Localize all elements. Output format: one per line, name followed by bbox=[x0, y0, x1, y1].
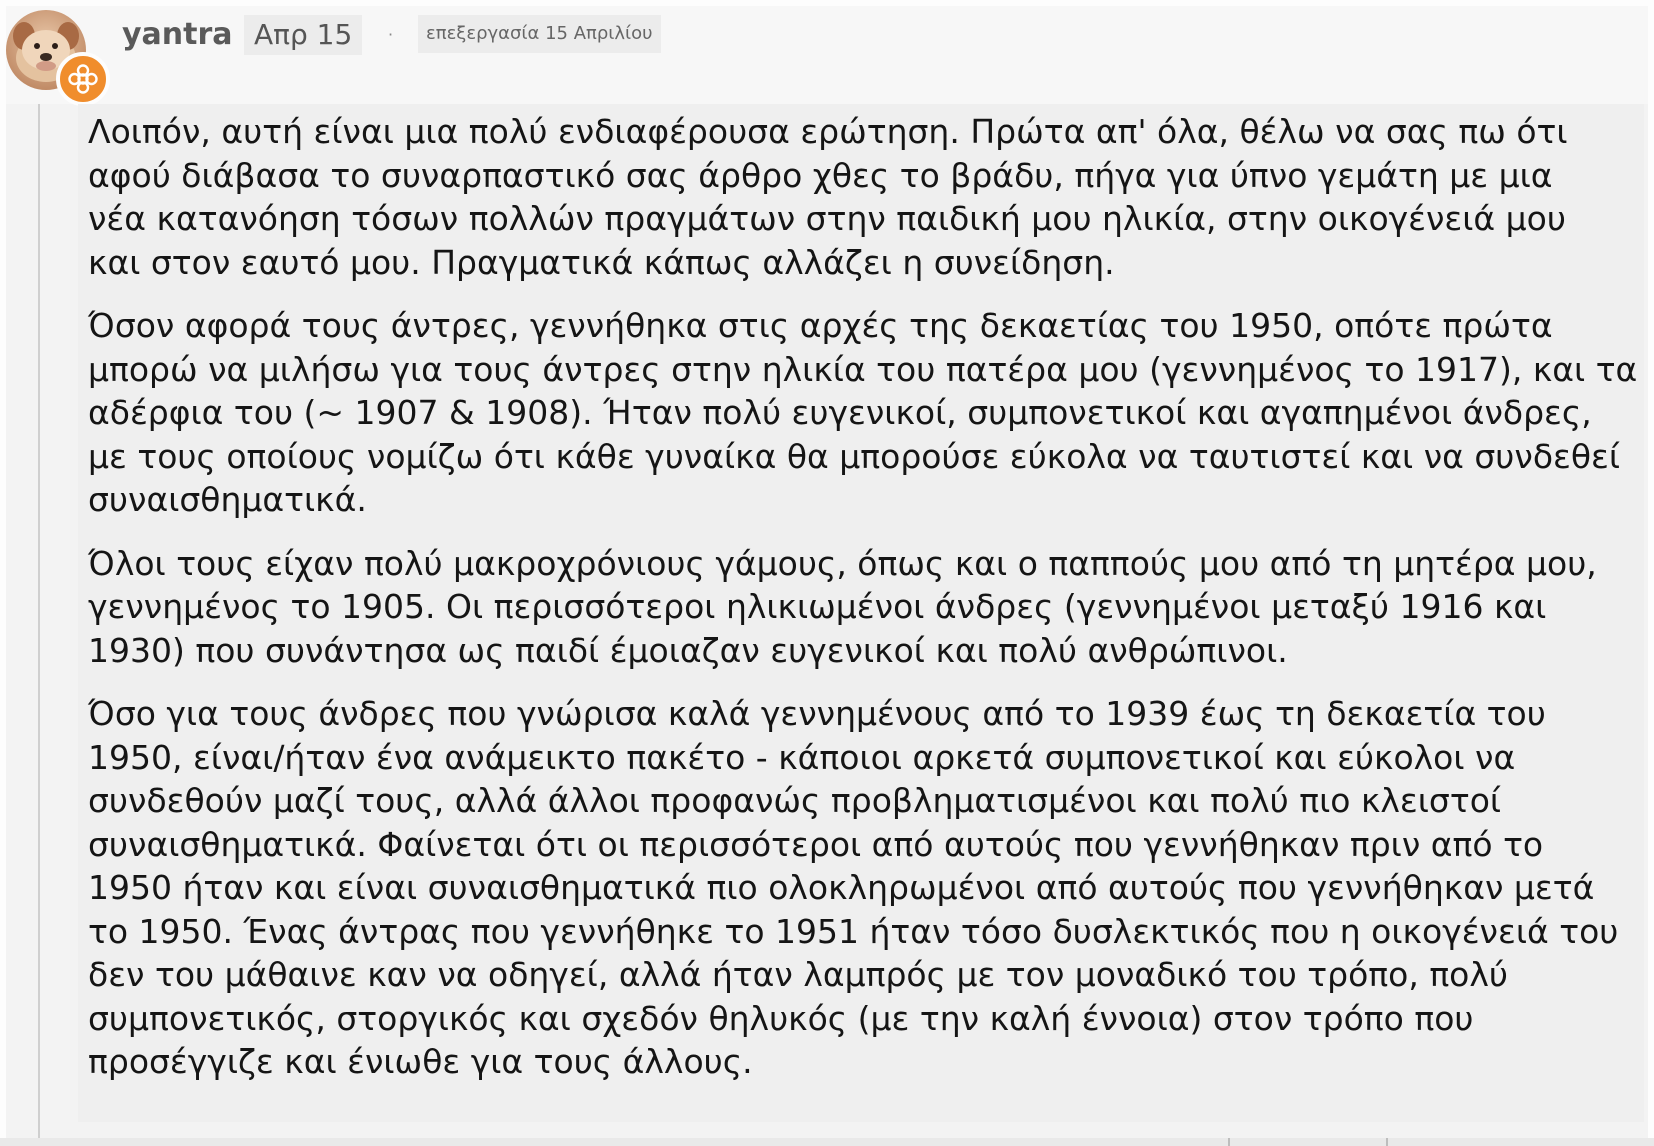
text-line: συναισθηματικά. bbox=[88, 480, 367, 519]
author-avatar-group[interactable] bbox=[6, 10, 114, 100]
text-line: Όσο για τους άνδρες που γνώρισα καλά γεννημένους από το 1939 έως τη δεκαετία του bbox=[88, 694, 1546, 733]
text-line: με τους οποίους νομίζω ότι κάθε γυναίκα θα μπορούσε εύκολα να ταυτιστεί και να συνδεθεί bbox=[88, 436, 1621, 476]
bottom-divider bbox=[0, 1138, 1654, 1146]
text-line: Όλοι τους είχαν πολύ μακροχρόνιους γάμους, όπως και ο παππούς μου από τη μητέρα μου, bbox=[88, 543, 1597, 583]
post-date[interactable]: Απρ 15 bbox=[244, 15, 362, 55]
text-line: συνδεθούν μαζί τους, αλλά άλλοι προφανώς προβληματισμένοι και πολύ πιο κλειστοί bbox=[88, 781, 1502, 820]
text-line: Λοιπόν, αυτή είναι μια πολύ ενδιαφέρουσα ερώτηση. Πρώτα απ' όλα, θέλω να σας πω ότι bbox=[88, 112, 1568, 151]
text-line: και στον εαυτό μου. Πραγματικά κάπως αλλάζει η συνείδηση. bbox=[88, 242, 1115, 282]
paragraph bbox=[88, 110, 1638, 284]
edited-indicator[interactable]: επεξεργασία 15 Απριλίου bbox=[418, 15, 661, 53]
paragraph bbox=[88, 542, 1638, 673]
text-line: γεννημένος το 1905. Οι περισσότεροι ηλικιωμένοι άνδρες (γεννημένοι μεταξύ 1916 και bbox=[88, 587, 1547, 626]
text-line: 1930) που συνάντησα ως παιδί έμοιαζαν ευγενικοί και πολύ ανθρώπινοι. bbox=[88, 630, 1288, 670]
thread-collapse-line[interactable] bbox=[38, 104, 40, 1138]
header-separator: · bbox=[388, 25, 394, 44]
paragraph bbox=[88, 692, 1638, 1084]
text-line: Όσον αφορά τους άντρες, γεννήθηκα στις αρχές της δεκαετίας του 1950, οπότε πρώτα bbox=[88, 306, 1553, 345]
text-line: μπορώ να μιλήσω για τους άντρες στην ηλικία του πατέρα μου (γεννημένος το 1917), και τα bbox=[88, 349, 1638, 389]
text-line: προσέγγιζε και ένιωθε για τους άλλους. bbox=[88, 1042, 753, 1081]
text-line: 1950 ήταν και είναι συναισθηματικά πιο ολοκληρωμένοι από αυτούς που γεννήθηκαν μετά bbox=[88, 868, 1595, 907]
text-line: 1950, είναι/ήταν ένα ανάμεικτο πακέτο - κάποιοι αρκετά συμπονετικοί και εύκολοι να bbox=[88, 737, 1516, 777]
text-line: αφού διάβασα το συναρπαστικό σας άρθρο χθες το βράδυ, πήγα για ύπνο γεμάτη με μια bbox=[88, 155, 1553, 195]
paragraph bbox=[88, 304, 1638, 522]
text-line: συναισθηματικά. Φαίνεται ότι οι περισσότεροι από αυτούς που γεννήθηκαν πριν από το bbox=[88, 824, 1544, 864]
author-username[interactable]: yantra bbox=[122, 17, 233, 52]
flower-badge-icon bbox=[56, 52, 110, 106]
text-line: το 1950. Ένας άντρας που γεννήθηκε το 1951 ήταν τόσο δυσλεκτικός που η οικογένειά του bbox=[88, 911, 1619, 951]
divider-tick bbox=[1386, 1138, 1388, 1146]
text-line: δεν του μάθαινε καν να οδηγεί, αλλά ήταν λαμπρός με τον μοναδικό του τρόπο, πολύ bbox=[88, 955, 1508, 994]
divider-tick bbox=[1228, 1138, 1230, 1146]
text-line: συμπονετικός, στοργικός και σχεδόν θηλυκός (με την καλή έννοια) στον τρόπο που bbox=[88, 998, 1474, 1038]
text-line: νέα κατανόηση τόσων πολλών πραγμάτων στην παιδική μου ηλικία, στην οικογένειά μου bbox=[88, 199, 1566, 238]
post-text bbox=[88, 110, 1638, 1104]
text-line: αδέρφια του (~ 1907 & 1908). Ήταν πολύ ευγενικοί, συμπονετικοί και αγαπημένοι άνδρες, bbox=[88, 393, 1592, 432]
